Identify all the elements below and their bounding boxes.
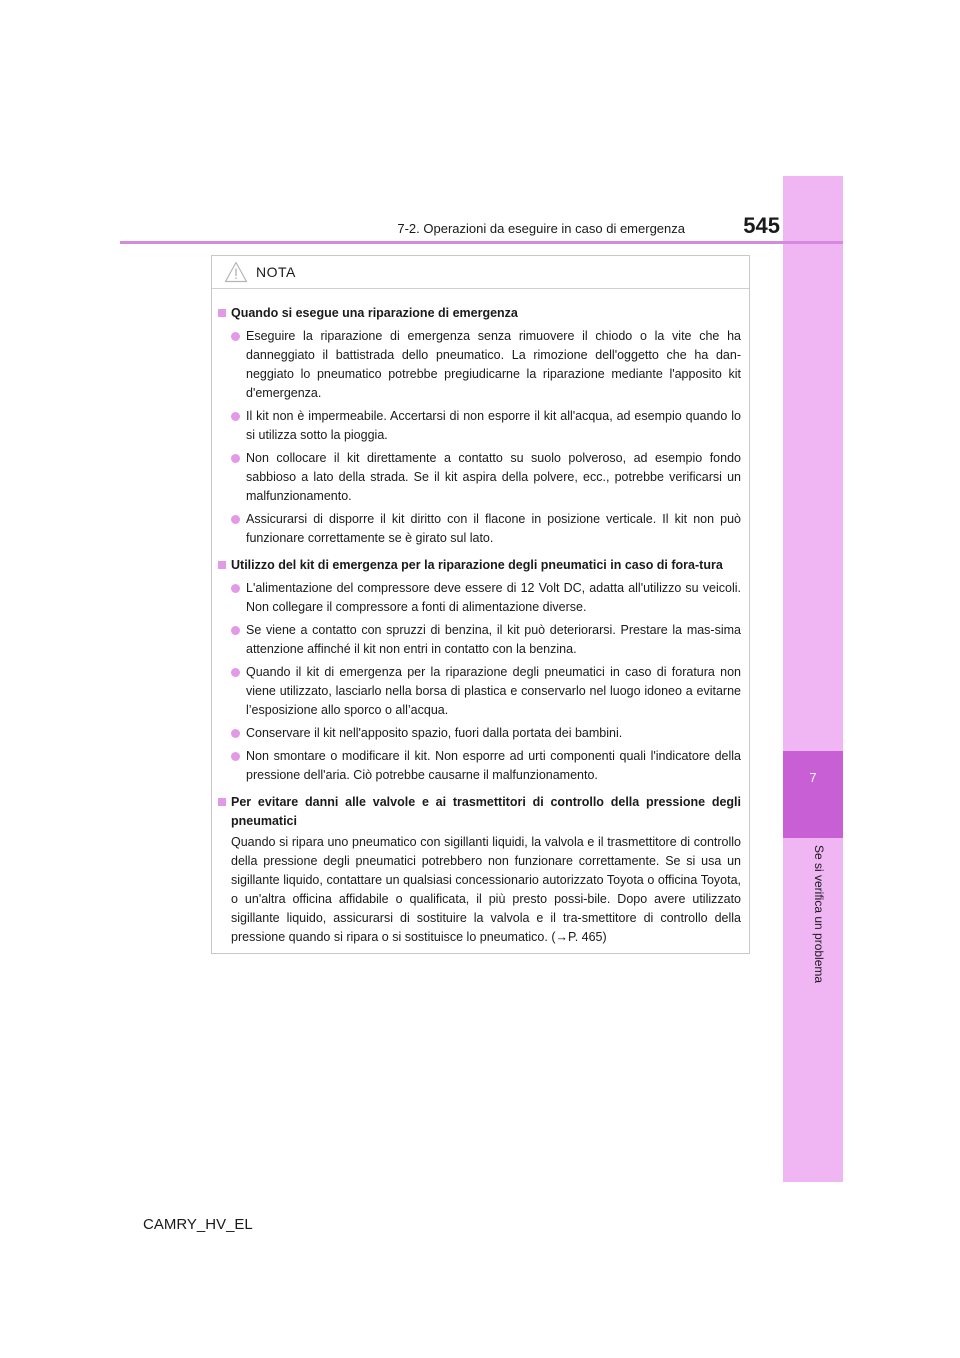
- list-item-text: Assicurarsi di disporre il kit diritto con il flacone in posizione verticale. Il kit non può funzionare correttamente se è girato sul lato.: [246, 512, 741, 545]
- section-header: 7-2. Operazioni da eseguire in caso di emergenza: [397, 221, 685, 236]
- circle-bullet-icon: [231, 668, 240, 677]
- section-paragraph: Quando si ripara uno pneumatico con sigillanti liquidi, la valvola e il trasmettitore di controllo della pressione degli pneumatici potrebbero non funzionare correttamente. Se si usa un sigillante liquido, contattare un qualsiasi concessionario autorizzato Toyota o officina Toyota, o un'altra officina affidabile o qualificata, il più presto possi-bile. Dopo avere utilizzato sigillante liquido, assicurarsi di sostituire la valvola e il tra-smettitore di controllo della pressione quando si ripara o si sostituisce lo pneumatico. (→P. 465): [231, 835, 741, 944]
- square-bullet-icon: [218, 798, 226, 806]
- list-item: [231, 407, 741, 445]
- section-heading-text: Quando si esegue una riparazione di emergenza: [231, 306, 518, 320]
- list-item: [231, 724, 741, 743]
- chapter-number-tab: [783, 751, 843, 838]
- section-heading: [218, 304, 741, 323]
- circle-bullet-icon: [231, 752, 240, 761]
- document-code: CAMRY_HV_EL: [143, 1216, 253, 1233]
- section-heading-text: Per evitare danni alle valvole e ai trasmettitori di controllo della pressione degli pneumatici: [231, 795, 741, 828]
- circle-bullet-icon: [231, 454, 240, 463]
- section-heading: [218, 556, 741, 575]
- square-bullet-icon: [218, 561, 226, 569]
- section-heading: [218, 793, 741, 831]
- circle-bullet-icon: [231, 584, 240, 593]
- list-item: [231, 449, 741, 506]
- warning-triangle-icon: [224, 261, 248, 283]
- page-number: 545: [743, 213, 780, 238]
- list-item: [231, 663, 741, 720]
- square-bullet-icon: [218, 309, 226, 317]
- section-heading-text: Utilizzo del kit di emergenza per la riparazione degli pneumatici in caso di fora-tura: [231, 558, 723, 572]
- circle-bullet-icon: [231, 626, 240, 635]
- list-item-text: Se viene a contatto con spruzzi di benzina, il kit può deteriorarsi. Prestare la mas-sima attenzione affinché il kit non entri in contatto con la benzina.: [246, 623, 741, 656]
- note-section: [218, 556, 741, 785]
- chapter-title: Se si verifica un problema: [812, 845, 826, 984]
- note-section: [218, 793, 741, 947]
- list-item-text: Il kit non è impermeabile. Accertarsi di non esporre il kit all'acqua, ad esempio quando lo si utilizza sotto la pioggia.: [246, 409, 741, 442]
- note-box: [211, 255, 750, 954]
- list-item: [231, 327, 741, 403]
- list-item: [231, 621, 741, 659]
- circle-bullet-icon: [231, 729, 240, 738]
- list-item-text: Quando il kit di emergenza per la riparazione degli pneumatici in caso di foratura non viene utilizzato, lasciarlo nella borsa di plastica e conservarlo nel luogo idoneo a evitarne l’esposizione allo sporco o all’acqua.: [246, 665, 741, 717]
- circle-bullet-icon: [231, 412, 240, 421]
- header-rule: [120, 241, 843, 244]
- list-item-text: Eseguire la riparazione di emergenza senza rimuovere il chiodo o la vite che ha danneggiato il battistrada dello pneumatico. La rimozione dell'oggetto che ha dan-neggiato lo pneumatico potrebbe pregiudicarne la riparazione mediante l'apposito kit d'emergenza.: [246, 329, 741, 400]
- list-item-text: Non collocare il kit direttamente a contatto su suolo polveroso, ad esempio fondo sabbioso a lato della strada. Se il kit aspira della polvere, ecc., potrebbe verificarsi un malfunzionamento.: [246, 451, 741, 503]
- circle-bullet-icon: [231, 515, 240, 524]
- list-item: [231, 579, 741, 617]
- chapter-number: 7: [809, 770, 817, 785]
- list-item-text: Conservare il kit nell'apposito spazio, fuori dalla portata dei bambini.: [246, 726, 623, 740]
- list-item-text: Non smontare o modificare il kit. Non esporre ad urti componenti quali l'indicatore della pressione dell'aria. Ciò potrebbe causarne il malfunzionamento.: [246, 749, 741, 782]
- note-header: [212, 256, 749, 289]
- list-item-text: L'alimentazione del compressore deve essere di 12 Volt DC, adatta all'utilizzo su veicoli. Non collegare il compressore a fonti di alimentazione diverse.: [246, 581, 741, 614]
- circle-bullet-icon: [231, 332, 240, 341]
- list-item: [231, 510, 741, 548]
- note-title: NOTA: [256, 264, 296, 280]
- note-section: [218, 304, 741, 548]
- list-item: [231, 747, 741, 785]
- note-body: [212, 289, 749, 947]
